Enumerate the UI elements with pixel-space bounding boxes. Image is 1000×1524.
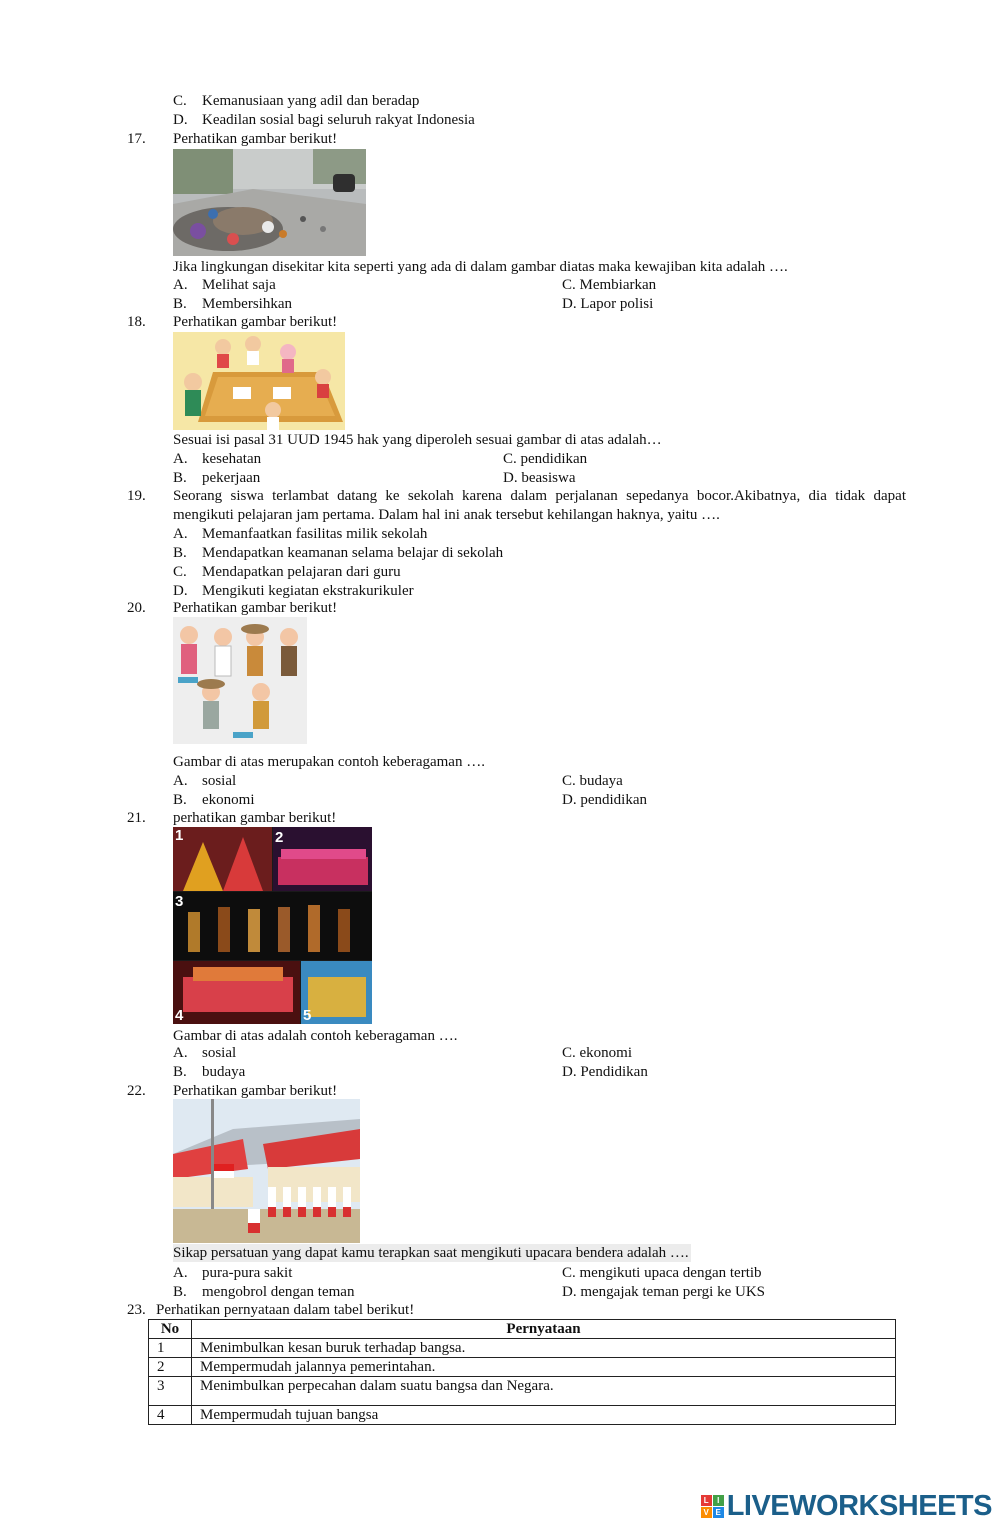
question-prompt: Perhatikan gambar berikut! [173,600,338,616]
q17-option-d[interactable]: D. Lapor polisi [562,296,654,312]
option-letter: B. [173,545,187,561]
logo-letter: L [701,1495,712,1506]
question-text: Sikap persatuan yang dapat kamu terapkan saat mengikuti upacara bendera adalah …. [173,1245,689,1261]
question-text: Seorang siswa terlambat datang ke sekolah karena dalam perjalanan sepedanya bocor.Akibatnya, dia tidak dapat mengikuti pelajaran jam pertama. Dalam hal ini anak tersebut kehilangan haknya, yaitu …. [173,488,906,523]
q17-option-b[interactable] [173,295,292,313]
question-number: 17. [127,131,146,147]
statement-table [148,1319,896,1425]
option-text: ekonomi [202,792,255,808]
option-text: pura-pura sakit [202,1265,293,1281]
q20-option-b[interactable] [173,791,255,809]
traditional-dance-collage-image [173,827,372,1024]
option-text: pekerjaan [202,470,261,486]
table-cell-statement: Menimbulkan perpecahan dalam suatu bangsa dan Negara. [192,1377,896,1406]
question-text: Sesuai isi pasal 31 UUD 1945 hak yang diperoleh sesuai gambar di atas adalah… [173,432,662,448]
option-text: Melihat saja [202,277,276,293]
logo-icon [701,1495,724,1518]
table-cell-no: 4 [149,1406,192,1425]
option-letter: B. [173,1284,187,1300]
q21-option-a[interactable] [173,1044,236,1062]
q18-option-c[interactable]: C. pendidikan [503,451,588,467]
option-letter: A. [173,1045,188,1061]
option-letter: A. [173,277,188,293]
panel-number: 1 [175,827,184,844]
question-prompt: Perhatikan pernyataan dalam tabel berikut! [156,1302,415,1318]
option-letter: D. [173,112,188,128]
option-text: budaya [202,1064,246,1080]
q18-option-d[interactable]: D. beasiswa [503,470,576,486]
question-number: 21. [127,810,146,826]
classroom-discussion-image [173,332,345,430]
option-text: Memanfaatkan fasilitas milik sekolah [202,526,428,542]
table-cell-no: 2 [149,1358,192,1377]
logo-letter: I [713,1495,724,1506]
table-row [149,1339,896,1358]
table-row [149,1406,896,1425]
q22-option-d[interactable]: D. mengajak teman pergi ke UKS [562,1284,766,1300]
q21-option-c[interactable]: C. ekonomi [562,1045,632,1061]
option-text: Membersihkan [202,296,292,312]
option-letter: A. [173,1265,188,1281]
q18-option-b[interactable] [173,469,260,487]
option-text: sosial [202,773,237,789]
option-text: kesehatan [202,451,262,467]
option-text: Keadilan sosial bagi seluruh rakyat Indonesia [202,112,475,128]
option-letter: C. [173,564,187,580]
option-text: Mengikuti kegiatan ekstrakurikuler [202,583,414,599]
logo-letter: E [713,1507,724,1518]
question-number: 19. [127,488,146,504]
question-number: 22. [127,1083,146,1099]
q21-option-b[interactable] [173,1063,245,1081]
q17-option-c[interactable]: C. Membiarkan [562,277,657,293]
table-cell-statement: Menimbulkan kesan buruk terhadap bangsa. [192,1339,896,1358]
table-cell-statement: Mempermudah tujuan bangsa [192,1406,896,1425]
option-text: mengobrol dengan teman [202,1284,355,1300]
option-letter: B. [173,470,187,486]
option-letter: A. [173,773,188,789]
option-letter: B. [173,792,187,808]
q16-option-d[interactable] [173,111,475,129]
trash-street-image [173,149,366,256]
table-cell-no: 1 [149,1339,192,1358]
question-prompt: Perhatikan gambar berikut! [173,1083,338,1099]
option-letter: C. [173,93,187,109]
table-row [149,1377,896,1406]
option-letter: B. [173,296,187,312]
panel-number: 2 [275,829,284,846]
question-prompt: Perhatikan gambar berikut! [173,131,338,147]
option-text: Kemanusiaan yang adil dan beradap [202,93,420,109]
option-letter: A. [173,451,188,467]
q21-option-d[interactable]: D. Pendidikan [562,1064,648,1080]
option-text: Mendapatkan keamanan selama belajar di sekolah [202,545,504,561]
logo-letter: V [701,1507,712,1518]
flag-ceremony-image [173,1099,360,1243]
panel-number: 3 [175,893,184,910]
option-letter: A. [173,526,188,542]
q19-option-b[interactable] [173,544,503,562]
panel-number: 5 [303,1007,312,1024]
q16-option-c[interactable] [173,92,419,110]
table-header-statement: Pernyataan [192,1320,896,1339]
question-prompt: Perhatikan gambar berikut! [173,314,338,330]
question-number: 18. [127,314,146,330]
question-text: Gambar di atas adalah contoh keberagaman …. [173,1028,458,1044]
q22-option-a[interactable] [173,1264,292,1282]
question-prompt: perhatikan gambar berikut! [173,810,337,826]
q20-option-c[interactable]: C. budaya [562,773,623,789]
table-cell-statement: Mempermudah jalannya pemerintahan. [192,1358,896,1377]
brand-name: LIVEWORKSHEETS [726,1489,992,1522]
option-letter: D. [173,583,188,599]
option-text: Mendapatkan pelajaran dari guru [202,564,401,580]
q19-option-d[interactable] [173,582,414,600]
question-number: 20. [127,600,146,616]
q19-option-c[interactable] [173,563,401,581]
q20-option-a[interactable] [173,772,236,790]
q19-option-a[interactable] [173,525,427,543]
question-text: Jika lingkungan disekitar kita seperti yang ada di dalam gambar diatas maka kewajiban kita adalah …. [173,259,788,275]
q20-option-d[interactable]: D. pendidikan [562,792,647,808]
option-text: sosial [202,1045,237,1061]
question-number: 23. [127,1302,146,1318]
professions-figures-image [173,617,307,744]
table-header-no: No [149,1320,192,1339]
q17-option-a[interactable] [173,276,276,294]
table-cell-no: 3 [149,1377,192,1406]
q22-option-b[interactable] [173,1283,354,1301]
liveworksheets-logo[interactable] [701,1488,992,1524]
question-text: Gambar di atas merupakan contoh keberagaman …. [173,754,485,770]
option-letter: B. [173,1064,187,1080]
q22-option-c[interactable]: C. mengikuti upaca dengan tertib [562,1265,762,1281]
q18-option-a[interactable] [173,450,261,468]
panel-number: 4 [175,1007,184,1024]
table-row [149,1358,896,1377]
